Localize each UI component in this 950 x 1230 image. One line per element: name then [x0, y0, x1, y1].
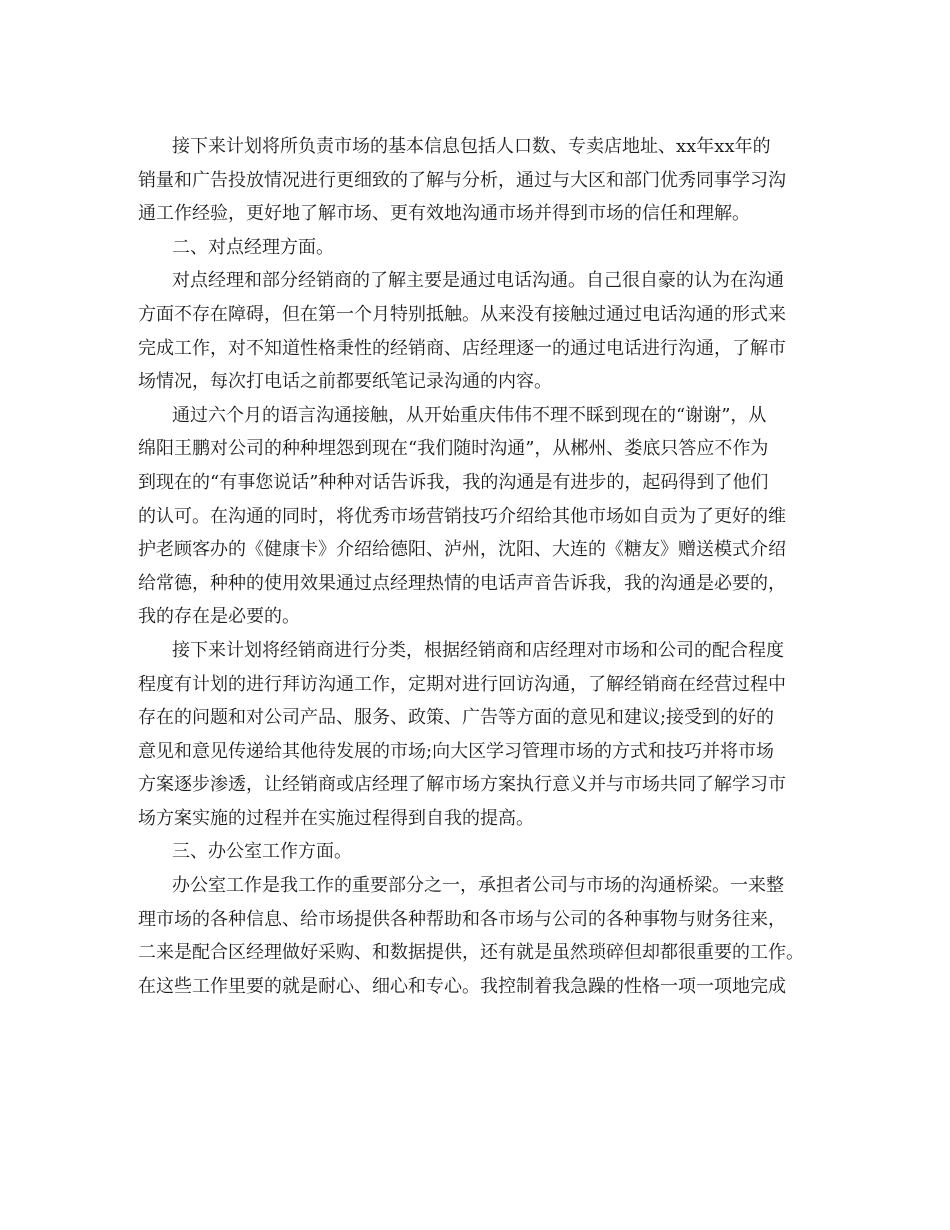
text-line: 三、办公室工作方面。	[172, 841, 352, 863]
text-line: 绵阳王鹏对公司的种种埋怨到现在“我们随时沟通”，从郴州、娄底只答应不作为	[138, 438, 769, 460]
text-line: 接下来计划将所负责市场的基本信息包括人口数、专卖店地址、xx年xx年的	[172, 136, 771, 157]
text-line: 存在的问题和对公司产品、服务、政策、广告等方面的意见和建议;接受到的好的	[138, 707, 775, 729]
text-line: 给常德，种种的使用效果通过点经理热情的电话声音告诉我，我的沟通是必要的，	[138, 572, 786, 594]
text-line: 二、对点经理方面。	[172, 236, 334, 258]
text-line: 通工作经验，更好地了解市场、更有效地沟通市场并得到市场的信任和理解。	[138, 203, 750, 225]
text-line: 场方案实施的过程并在实施过程得到自我的提高。	[138, 807, 534, 829]
text-line: 护老顾客办的《健康卡》介绍给德阳、泸州，沈阳、大连的《糖友》赠送模式介绍	[138, 539, 786, 561]
text-line: 完成工作，对不知道性格秉性的经销商、店经理逐一的通过电话进行沟通，了解市	[138, 337, 786, 359]
text-line: 办公室工作是我工作的重要部分之一，承担者公司与市场的沟通桥梁。一来整	[172, 875, 784, 897]
text-line: 在这些工作里要的就是耐心、细心和专心。我控制着我急躁的性格一项一项地完成	[138, 975, 786, 997]
text-line: 方面不存在障碍，但在第一个月特别抵触。从来没有接触过通过电话沟通的形式来	[138, 303, 786, 325]
text-line: 场情况，每次打电话之前都要纸笔记录沟通的内容。	[138, 371, 552, 393]
text-line: 意见和意见传递给其他待发展的市场;向大区学习管理市场的方式和技巧并将市场	[138, 740, 775, 762]
text-line: 理市场的各种信息、给市场提供各种帮助和各市场与公司的各种事物与财务往来，	[138, 908, 786, 930]
text-line: 接下来计划将经销商进行分类，根据经销商和店经理对市场和公司的配合程度	[172, 639, 784, 661]
text-line: 对点经理和部分经销商的了解主要是通过电话沟通。自己很自豪的认为在沟通	[172, 270, 784, 292]
text-line: 我的存在是必要的。	[138, 606, 300, 628]
text-line: 二来是配合区经理做好采购、和数据提供，还有就是虽然琐碎但却都很重要的工作。	[138, 942, 804, 964]
text-line: 销量和广告投放情况进行更细致的了解与分析，通过与大区和部门优秀同事学习沟	[138, 169, 786, 191]
text-line: 的认可。在沟通的同时，将优秀市场营销技巧介绍给其他市场如自贡为了更好的维	[138, 505, 786, 527]
text-line: 通过六个月的语言沟通接触，从开始重庆伟伟不理不睬到现在的“谢谢”，从	[172, 404, 767, 426]
text-line: 方案逐步渗透，让经销商或店经理了解市场方案执行意义并与市场共同了解学习市	[138, 774, 786, 796]
text-line: 程度有计划的进行拜访沟通工作，定期对进行回访沟通，了解经销商在经营过程中	[138, 673, 786, 695]
text-line: 到现在的“有事您说话”种种对话告诉我，我的沟通是有进步的，起码得到了他们	[138, 471, 769, 493]
document-body	[138, 130, 818, 1003]
